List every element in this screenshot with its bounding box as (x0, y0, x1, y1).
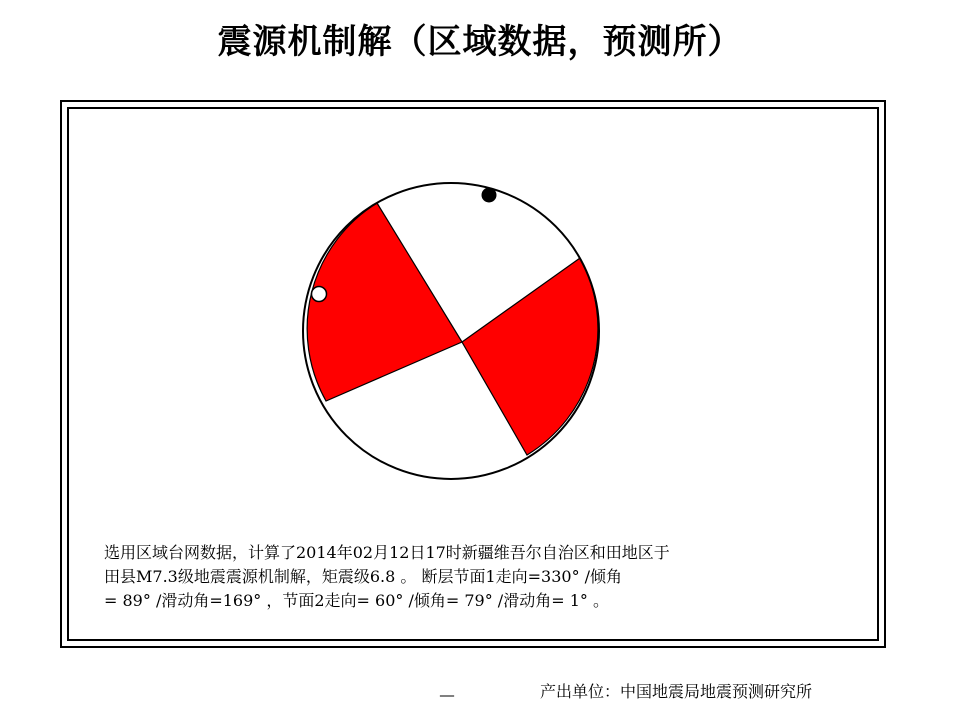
page-title: 震源机制解（区域数据，预测所） (217, 22, 743, 62)
mechanism-description (104, 541, 844, 613)
description-line: 田县M7.3级地震震源机制解，矩震级6.8 。 断层节面1走向=330° /倾角 (104, 567, 623, 586)
p-axis-marker (482, 188, 497, 203)
description-line: 选用区域台网数据，计算了2014年02月12日17时新疆维吾尔自治区和田地区于 (104, 543, 670, 562)
description-line: = 89° /滑动角=169° ，节面2走向= 60° /倾角= 79° /滑动角= 1° 。 (104, 591, 609, 610)
t-axis-marker (312, 287, 327, 302)
producer-credit: 产出单位：中国地震局地震预测研究所 (540, 682, 813, 701)
page-mark: __ (440, 681, 454, 697)
